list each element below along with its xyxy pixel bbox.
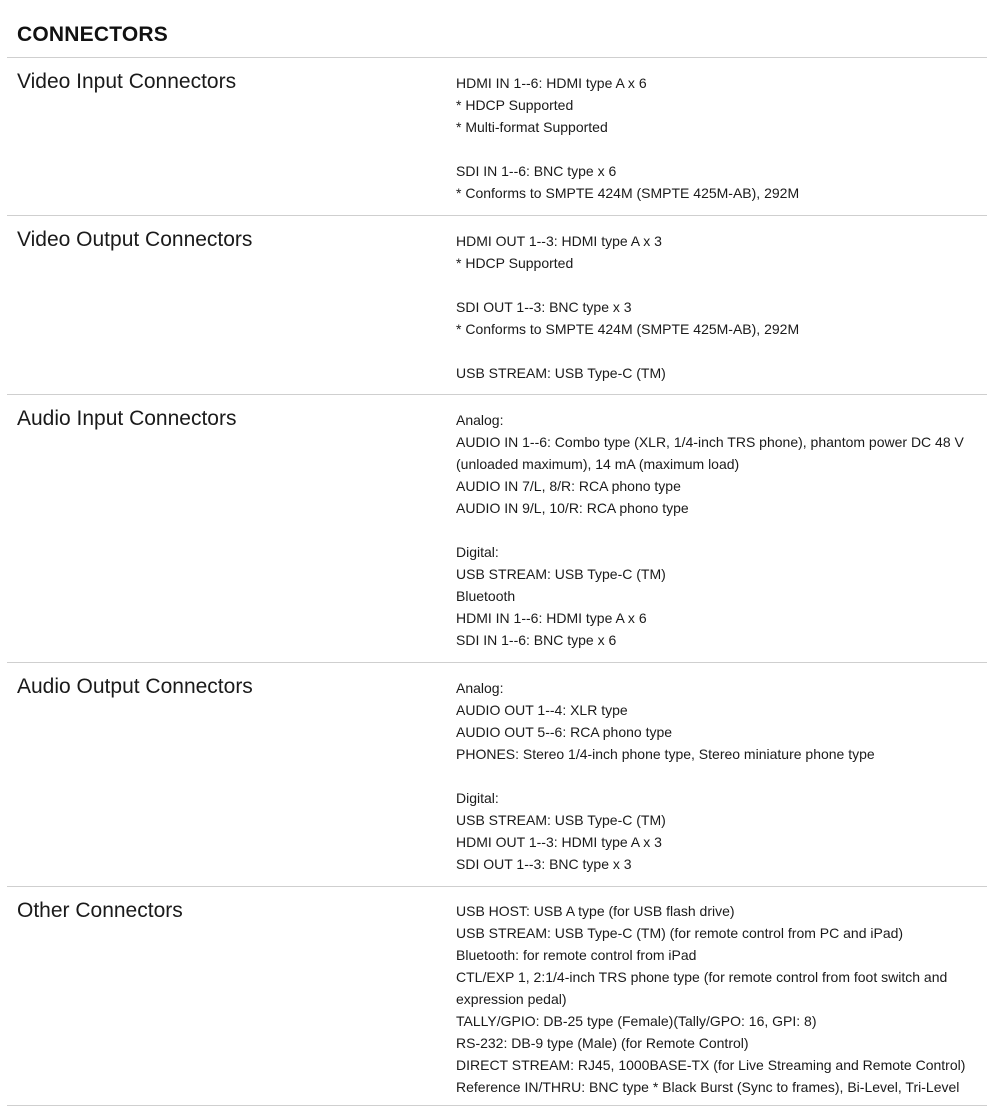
spec-line: * HDCP Supported [456,255,574,271]
spec-line: SDI IN 1--6: BNC type x 6 [456,163,617,179]
spec-line: * Multi-format Supported [456,119,608,135]
spec-line: TALLY/GPIO: DB-25 type (Female)(Tally/GPO: 16, GPI: 8) [456,1013,817,1029]
spec-line: Analog: [456,680,504,696]
spec-row-other-connectors [7,887,987,1106]
spec-line: * Conforms to SMPTE 424M (SMPTE 425M-AB), 292M [456,185,800,201]
spec-line: USB STREAM: USB Type-C (TM) [456,812,666,828]
section-title: CONNECTORS [17,23,168,46]
spec-label: Audio Output Connectors [17,675,253,698]
spec-line: HDMI OUT 1--3: HDMI type A x 3 [456,233,662,249]
spec-value [456,409,981,651]
spec-label: Video Input Connectors [17,70,237,93]
spec-line: * HDCP Supported [456,97,574,113]
spec-line: AUDIO OUT 5--6: RCA phono type [456,724,673,740]
spec-value [456,230,981,384]
spec-line: AUDIO IN 1--6: Combo type (XLR, 1/4-inch TRS phone), phantom power DC 48 V (unloaded maximum), 14 mA (maximum load) [456,434,964,472]
spec-value [456,72,981,204]
spec-line: AUDIO IN 9/L, 10/R: RCA phono type [456,500,689,516]
spec-label: Other Connectors [17,899,183,922]
spec-line: Reference IN/THRU: BNC type * Black Burst (Sync to frames), Bi-Level, Tri-Level [456,1079,960,1095]
spec-label: Audio Input Connectors [17,407,237,430]
spec-line: PHONES: Stereo 1/4-inch phone type, Stereo miniature phone type [456,746,875,762]
spec-line: Analog: [456,412,504,428]
spec-line: RS-232: DB-9 type (Male) (for Remote Control) [456,1035,749,1051]
spec-row-video-output-connectors [7,216,987,395]
spec-line: HDMI IN 1--6: HDMI type A x 6 [456,75,647,91]
spec-line: SDI IN 1--6: BNC type x 6 [456,632,617,648]
spec-row-audio-input-connectors [7,395,987,663]
spec-line: USB STREAM: USB Type-C (TM) [456,365,666,381]
spec-line: USB STREAM: USB Type-C (TM) (for remote control from PC and iPad) [456,925,904,941]
spec-line-blank [456,274,981,296]
spec-label: Video Output Connectors [17,228,253,251]
spec-line-blank [456,765,981,787]
spec-line: Bluetooth [456,588,516,604]
spec-line: USB STREAM: USB Type-C (TM) [456,566,666,582]
spec-line: Digital: [456,544,499,560]
spec-line: AUDIO IN 7/L, 8/R: RCA phono type [456,478,681,494]
spec-line: Digital: [456,790,499,806]
spec-value [456,677,981,875]
spec-line-blank [456,138,981,160]
spec-line: SDI OUT 1--3: BNC type x 3 [456,299,632,315]
spec-line: HDMI OUT 1--3: HDMI type A x 3 [456,834,662,850]
spec-value [456,900,981,1098]
spec-line: DIRECT STREAM: RJ45, 1000BASE-TX (for Live Streaming and Remote Control) [456,1057,966,1073]
spec-line: USB HOST: USB A type (for USB flash drive) [456,903,735,919]
spec-line: Bluetooth: for remote control from iPad [456,947,697,963]
spec-line-blank [456,340,981,362]
connectors-spec-table [7,57,987,1106]
spec-line: SDI OUT 1--3: BNC type x 3 [456,856,632,872]
spec-row-video-input-connectors [7,58,987,216]
spec-line: CTL/EXP 1, 2:1/4-inch TRS phone type (for remote control from foot switch and expression pedal) [456,969,948,1007]
spec-line: HDMI IN 1--6: HDMI type A x 6 [456,610,647,626]
spec-row-audio-output-connectors [7,663,987,887]
spec-line: * Conforms to SMPTE 424M (SMPTE 425M-AB), 292M [456,321,800,337]
spec-line: AUDIO OUT 1--4: XLR type [456,702,628,718]
spec-line-blank [456,519,981,541]
